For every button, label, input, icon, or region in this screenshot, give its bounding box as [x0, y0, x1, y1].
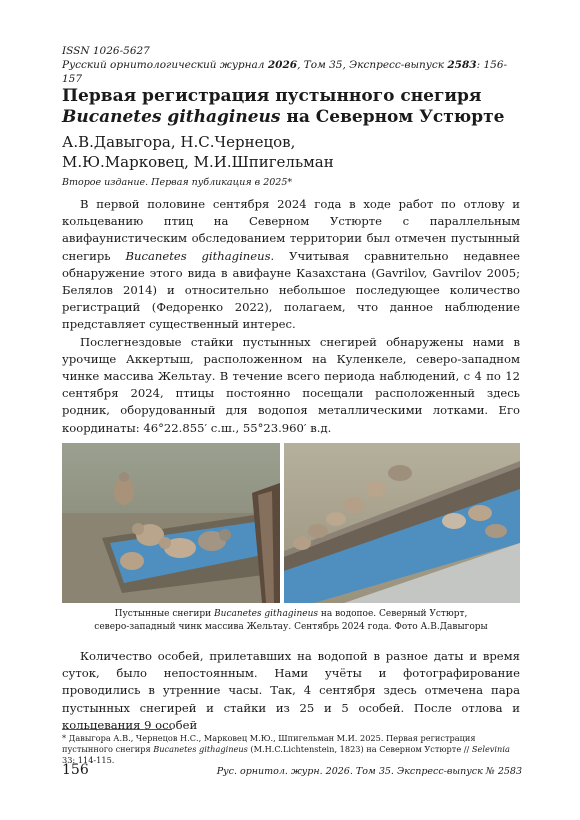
authors-line-2: М.Ю.Марковец, М.И.Шпигельман: [62, 153, 334, 171]
paragraph-3: Количество особей, прилетавших на водопой в разное даты и время суток, было непостоянным. Нами учёты и фотографирование проводились в утренние часы. Так, 4 сентября здесь отмечена пара пустынных снегирей и стайки из 25 и 5 особей. После отлова и кольцевания 9 особей: [62, 649, 520, 732]
footnote-divider: [62, 729, 172, 730]
edition-note: Второе издание. Первая публикация в 2025*: [62, 177, 293, 188]
journal-header: [62, 44, 522, 86]
footnote-text-a: * Давыгора А.В., Чернецов Н.С., Марковец М.Ю., Шпигельман М.И. 2025. Первая регистрация пустынного снегиря: [62, 733, 476, 754]
journal-year: 2026: [267, 59, 298, 71]
issn-line: ISSN 1026-5627: [62, 45, 150, 57]
caption-line-1: [62, 608, 520, 621]
journal-volume: , Том 35, Экспресс-выпуск: [297, 59, 448, 71]
journal-issue: 2583: [447, 59, 477, 71]
footnote-journal-name: Selevinia: [471, 744, 510, 754]
caption-line-2: северо-западный чинк массива Жельтау. Сентябрь 2024 года. Фото А.В.Давыгоры: [94, 621, 488, 632]
title-line-1: Первая регистрация пустынного снегиря: [62, 86, 482, 106]
photo-left-image: [62, 443, 280, 603]
title-line-2: [62, 107, 532, 128]
article-authors: [62, 132, 532, 172]
paragraph-1-text-a: В первой половине сентября 2024 года в ходе работ по отлову и кольцеванию птиц на Северном Устюрте с параллельным авифаунистическим обследованием территории был отмечен пустынный снегирь: [62, 197, 520, 263]
photo-right: [284, 443, 520, 603]
journal-pages: : 156-157: [62, 59, 508, 85]
page-number: 156: [62, 762, 89, 778]
photo-left: [62, 443, 280, 603]
footnote-text-c: 33: 114-115.: [62, 755, 115, 765]
footer-journal-ref: Рус. орнитол. журн. 2026. Том 35. Экспресс-выпуск № 2583: [216, 766, 522, 777]
paragraph-1: [62, 196, 520, 334]
caption-text-a: Пустынные снегири: [114, 609, 215, 619]
paragraph-1-text-b: . Учитывая сравнительно недавнее обнаружение этого вида в авифауне Казахстана (Gavrilov, Gavrilov 2005; Белялов 2014) и относительно небольшое последующее количество регистраций (Федоренко 2022), полагаем, что данное наблюдение представляет существенный интерес.: [62, 248, 520, 332]
footnote-text-b: (M.H.C.Lichtenstein, 1823) на Северном Устюрте //: [247, 744, 472, 754]
article-body-bottom: [62, 648, 520, 734]
journal-citation-line: [62, 58, 522, 86]
journal-name: Русский орнитологический журнал: [62, 59, 268, 71]
caption-text-b: на водопое. Северный Устюрт,: [318, 609, 468, 619]
photo-right-image: [284, 443, 520, 603]
footnote-latin-species: Bucanetes githagineus: [153, 744, 248, 754]
figure-photos: [62, 443, 520, 603]
paragraph-2: Послегнездовые стайки пустынных снегирей обнаружены нами в урочище Аккертыш, расположенном на Куленкеле, северо-западном чинке массива Жельтау. В течение всего периода наблюдений, с 4 по 12 сентября 2024, птицы постоянно посещали расположенный здесь родник, оборудованный для водопоя металлическими лотками. Его координаты: 46°22.855′ с.ш., 55°23.960′ в.д.: [62, 334, 520, 435]
figure-caption: [62, 608, 520, 633]
authors-line-1: А.В.Давыгора, Н.С.Чернецов,: [62, 133, 296, 151]
article-body-top: [62, 196, 520, 437]
caption-latin: Bucanetes githagineus: [214, 609, 318, 619]
paragraph-1-latin: Bucanetes githagineus: [125, 248, 271, 263]
title-species-latin: Bucanetes githagineus: [62, 107, 281, 127]
footnote: [62, 733, 522, 766]
article-title: [62, 86, 532, 128]
title-line-2-rest: на Северном Устюрте: [280, 107, 505, 127]
